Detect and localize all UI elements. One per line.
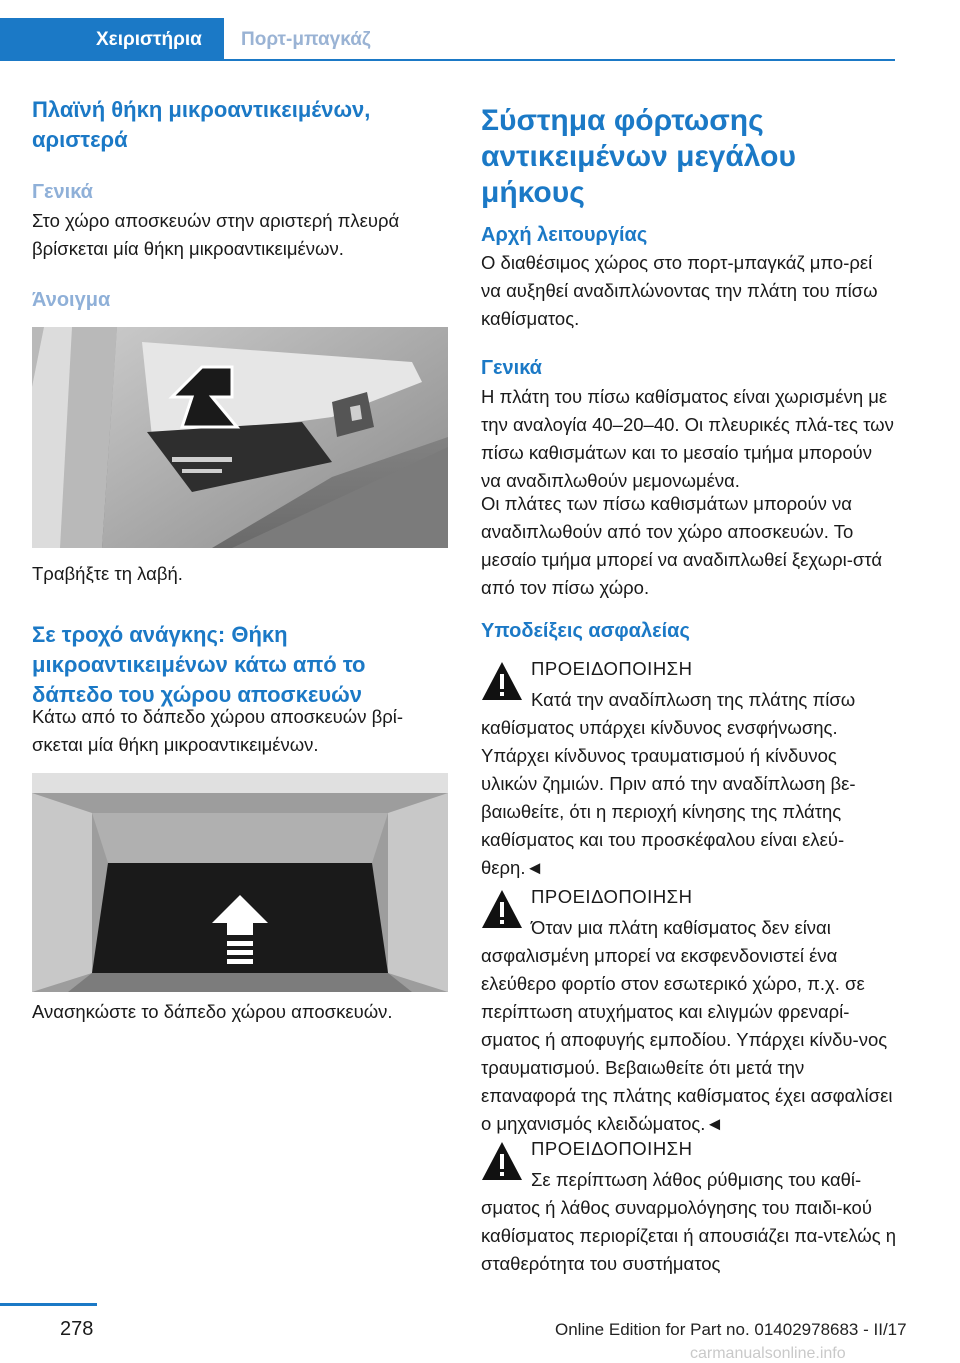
heading-operating-principle: Αρχή λειτουργίας	[481, 224, 648, 246]
side-storage-illustration	[32, 327, 448, 548]
edition-info: Online Edition for Part no. 01402978683 - II/17	[555, 1320, 907, 1339]
header-tabs	[0, 18, 895, 61]
caption-pull-handle: Τραβήξτε τη λαβή.	[32, 563, 183, 584]
heading-general-right: Γενικά	[481, 357, 542, 379]
general-text-1: Η πλάτη του πίσω καθίσματος είναι χωρισμένη με την αναλογία 40–20–40. Οι πλευρικές πλά-τες των πίσω καθισμάτων και το μεσαίο τμήμα μπορούν να αναδιπλωθούν μεμονωμένα.	[481, 386, 894, 491]
photo-side-storage-handle	[32, 327, 448, 548]
principle-text: Ο διαθέσιμος χώρος στο πορτ-μπαγκάζ μπο-ρεί να αυξηθεί αναδιπλώνοντας την πλάτη του πίσω καθίσματος.	[481, 252, 878, 329]
warning-text: Όταν μια πλάτη καθίσματος δεν είναι ασφαλισμένη μπορεί να εκσφενδονιστεί ένα ελεύθερο φορτίο στον εσωτερικό χώρο, π.χ. σε περίπτωση ατυχήματος και ελιγμών φρεναρί-σματος ή αποφυγής εμποδίου. Υπάρχει κίνδυ-νος τραυματισμού. Βεβαιωθείτε ότι μετά την επαναφορά της πλάτης καθίσματος έχει ασφαλίσει ο μηχανισμός κλειδώματος.◄	[481, 917, 893, 1134]
caption-lift-floor: Ανασηκώστε το δάπεδο χώρου αποσκευών.	[32, 1001, 393, 1022]
warning-label: ΠΡΟΕΙΔΟΠΟΙΗΣΗ	[531, 658, 693, 679]
warning-text: Κατά την αναδίπλωση της πλάτης πίσω καθίσματος υπάρχει κίνδυνος ενσφήνωσης. Υπάρχει κίνδυνος τραυματισμού ή κίνδυνος υλικών ζημιών. Πριν από την αναδίπλωση βε-βαιωθείτε, ότι η περιοχή κίνησης της πλάτης καθίσματος και του προσκέφαλου είναι ελεύ-θερη.◄	[481, 689, 856, 878]
warning-block-2	[481, 880, 897, 1134]
section-title-under-floor-storage: Σε τροχό ανάγκης: Θήκη μικροαντικειμένων κάτω από το δάπεδο του χώρου αποσκευών	[32, 622, 366, 707]
heading-general: Γενικά	[32, 181, 93, 203]
heading-safety-notes: Υποδείξεις ασφαλείας	[481, 620, 690, 642]
section-title-long-item-loading: Σύστημα φόρτωσης αντικειμένων μεγάλου μήκους	[481, 104, 796, 209]
heading-opening: Άνοιγμα	[32, 289, 111, 311]
warning-label: ΠΡΟΕΙΔΟΠΟΙΗΣΗ	[531, 886, 693, 907]
under-floor-text: Κάτω από το δάπεδο χώρου αποσκευών βρί-σκεται μία θήκη μικροαντικειμένων.	[32, 706, 404, 755]
luggage-floor-illustration	[32, 773, 448, 992]
warning-label: ΠΡΟΕΙΔΟΠΟΙΗΣΗ	[531, 1138, 693, 1159]
section-title-side-storage: Πλαϊνή θήκη μικροαντικειμένων, αριστερά	[32, 97, 371, 152]
photo-luggage-floor	[32, 773, 448, 992]
footer-accent-bar	[0, 1303, 97, 1306]
general-text: Στο χώρο αποσκευών στην αριστερή πλευρά βρίσκεται μία θήκη μικροαντικειμένων.	[32, 210, 400, 259]
warning-block-3	[481, 1132, 897, 1292]
general-text-2: Οι πλάτες των πίσω καθισμάτων μπορούν να αναδιπλωθούν από τον χώρο αποσκευών. Το μεσαίο τμήμα μπορεί να αναδιπλωθεί ξεχωρι-στά από τον πίσω χώρο.	[481, 493, 883, 598]
tab-underline	[224, 59, 895, 61]
warning-block-1	[481, 652, 897, 877]
tab-luggage-compartment[interactable]: Πορτ-μπαγκάζ	[241, 29, 371, 50]
watermark: carmanualsonline.info	[690, 1345, 846, 1362]
tab-controls[interactable]: Χειριστήρια	[0, 18, 224, 61]
page-number: 278	[60, 1318, 94, 1340]
warning-text: Σε περίπτωση λάθος ρύθμισης του καθί-σματος ή λάθος συναρμολόγησης του παιδι-κού καθίσματος περιορίζεται ή απουσιάζει πα-ντελώς η σταθερότητα του συστήματος	[481, 1169, 897, 1274]
